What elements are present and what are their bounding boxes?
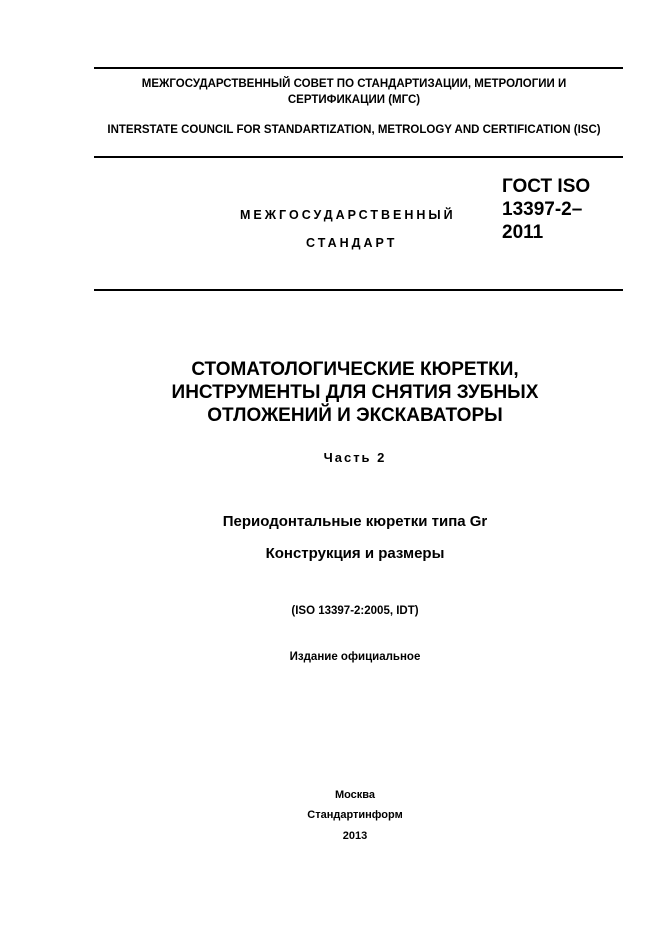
standard-type-line1: МЕЖГОСУДАРСТВЕННЫЙ [240,208,456,222]
council-name-en: INTERSTATE COUNCIL FOR STANDARTIZATION, METROLOGY AND CERTIFICATION (ISC) [107,124,601,136]
subtitle-line1: Периодонтальные кюретки типа Gr [222,513,488,530]
iso-reference: (ISO 13397-2:2005, IDT) [291,605,419,617]
imprint-city: Москва [334,789,376,801]
council-name-ru: МЕЖГОСУДАРСТВЕННЫЙ СОВЕТ ПО СТАНДАРТИЗАЦИИ, МЕТРОЛОГИИ И СЕРТИФИКАЦИИ (МГС) [141,78,567,106]
subtitle-line2: Конструкция и размеры [265,545,445,562]
document-title [90,358,620,427]
title-line1: СТОМАТОЛОГИЧЕСКИЕ КЮРЕТКИ, [191,359,519,380]
designation-line3: 2011 [502,222,544,243]
council-rule [94,156,623,158]
imprint-year: 2013 [342,830,368,842]
title-line2: ИНСТРУМЕНТЫ ДЛЯ СНЯТИЯ ЗУБНЫХ [171,382,539,403]
standard-type-line2: СТАНДАРТ [306,236,398,250]
part-label: Часть 2 [323,450,387,465]
designation-rule [94,289,623,291]
title-line3: ОТЛОЖЕНИЙ И ЭКСКАВАТОРЫ [207,405,503,426]
standard-designation [502,175,622,244]
designation-line1: ГОСТ ISO [502,176,591,197]
designation-line2: 13397-2– [502,199,583,220]
edition-note: Издание официальное [289,651,421,663]
top-rule [94,67,623,69]
imprint-publisher: Стандартинформ [307,809,403,821]
